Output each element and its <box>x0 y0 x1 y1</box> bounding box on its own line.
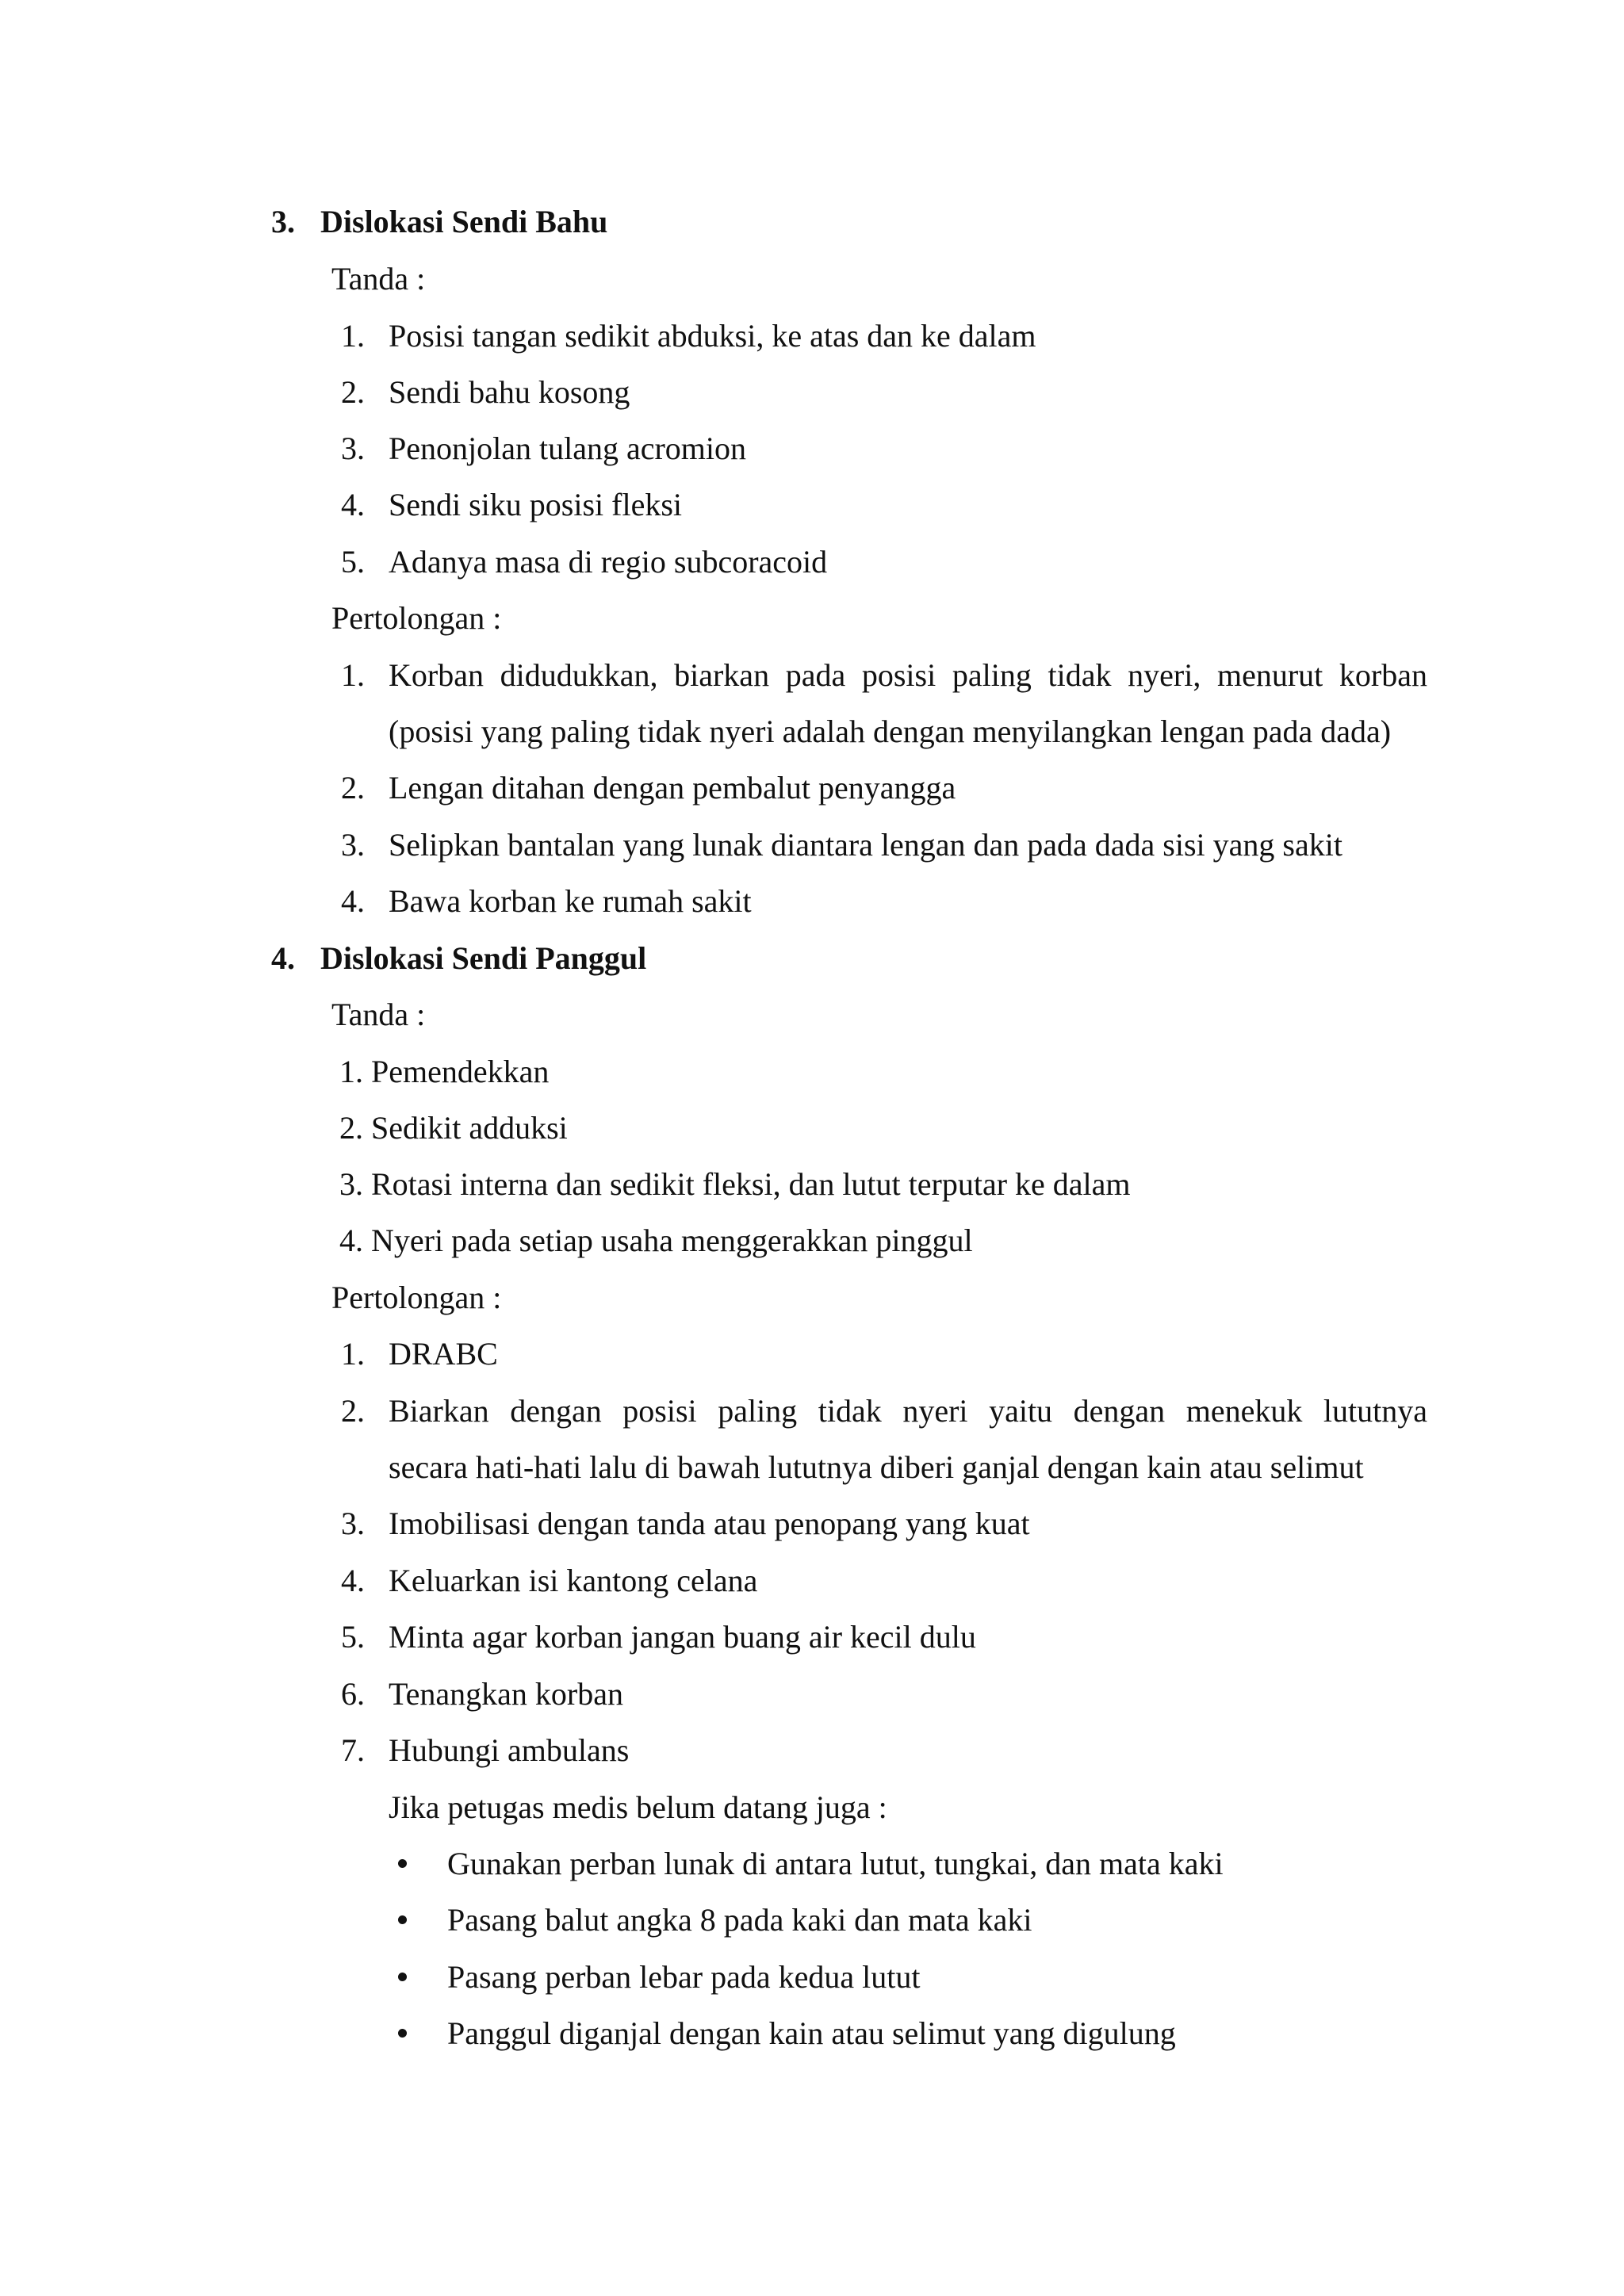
section-heading <box>271 203 607 241</box>
list-item: Sendi siku posisi fleksi <box>389 487 683 522</box>
list-item: Selipkan bantalan yang lunak diantara lengan dan pada dada sisi yang sakit <box>389 827 1342 863</box>
bullet-icon <box>398 1915 407 1924</box>
list-number: 3. <box>341 430 365 466</box>
help-label: Pertolongan : <box>331 1280 502 1315</box>
section-number: 3. <box>271 204 295 239</box>
list-number: 5. <box>341 544 365 580</box>
list-item: Penonjolan tulang acromion <box>389 430 747 466</box>
list-item: Keluarkan isi kantong celana <box>389 1563 758 1598</box>
bullet-item: Gunakan perban lunak di antara lutut, tungkai, dan mata kaki <box>447 1846 1224 1881</box>
section-number: 4. <box>271 940 295 976</box>
list-item-continuation: (posisi yang paling tidak nyeri adalah dengan menyilangkan lengan pada dada) <box>389 714 1392 749</box>
list-number: 1. <box>341 318 365 354</box>
list-item-continuation: secara hati-hati lalu di bawah lututnya diberi ganjal dengan kain atau selimut <box>389 1449 1364 1485</box>
list-number: 3. <box>341 827 365 863</box>
bullet-item: Pasang balut angka 8 pada kaki dan mata kaki <box>447 1902 1032 1938</box>
list-number: 7. <box>341 1732 365 1768</box>
bullet-item: Pasang perban lebar pada kedua lutut <box>447 1959 921 1995</box>
list-item: Korban didudukkan, biarkan pada posisi paling tidak nyeri, menurut korban <box>389 657 1427 693</box>
list-item: Sedikit adduksi <box>371 1110 568 1146</box>
list-item: Nyeri pada setiap usaha menggerakkan pinggul <box>371 1223 973 1258</box>
signs-label: Tanda : <box>331 997 426 1032</box>
list-item: Lengan ditahan dengan pembalut penyangga <box>389 770 956 806</box>
section-title: Dislokasi Sendi Bahu <box>320 204 608 239</box>
list-number: 3. <box>341 1506 365 1541</box>
list-item: Biarkan dengan posisi paling tidak nyeri yaitu dengan menekuk lututnya <box>389 1393 1427 1429</box>
list-number: 2. <box>341 770 365 806</box>
list-item: Hubungi ambulans <box>389 1732 630 1768</box>
list-item: Rotasi interna dan sedikit fleksi, dan lutut terputar ke dalam <box>371 1166 1131 1202</box>
list-number: 1. <box>341 1336 365 1372</box>
note-text: Jika petugas medis belum datang juga : <box>389 1789 887 1825</box>
list-number: 1. <box>339 1054 363 1089</box>
list-item: Minta agar korban jangan buang air kecil dulu <box>389 1619 976 1655</box>
list-item: Bawa korban ke rumah sakit <box>389 883 752 919</box>
section-heading <box>271 939 646 978</box>
list-number: 2. <box>339 1110 363 1146</box>
list-item: Adanya masa di regio subcoracoid <box>389 544 828 580</box>
list-number: 1. <box>341 657 365 693</box>
bullet-icon <box>398 1973 407 1981</box>
signs-label: Tanda : <box>331 261 426 297</box>
list-number: 4. <box>341 883 365 919</box>
list-item: Imobilisasi dengan tanda atau penopang yang kuat <box>389 1506 1030 1541</box>
list-number: 2. <box>341 374 365 410</box>
list-item: Tenangkan korban <box>389 1676 623 1712</box>
list-number: 4. <box>339 1223 363 1258</box>
bullet-icon <box>398 1859 407 1868</box>
bullet-icon <box>398 2029 407 2038</box>
help-label: Pertolongan : <box>331 600 502 636</box>
list-item: Posisi tangan sedikit abduksi, ke atas dan ke dalam <box>389 318 1036 354</box>
list-number: 3. <box>339 1166 363 1202</box>
list-number: 6. <box>341 1676 365 1712</box>
bullet-item: Panggul diganjal dengan kain atau selimut yang digulung <box>447 2015 1176 2051</box>
list-number: 4. <box>341 1563 365 1598</box>
list-item: DRABC <box>389 1336 498 1372</box>
section-title: Dislokasi Sendi Panggul <box>320 940 647 976</box>
list-number: 5. <box>341 1619 365 1655</box>
list-item: Pemendekkan <box>371 1054 550 1089</box>
list-item: Sendi bahu kosong <box>389 374 630 410</box>
list-number: 2. <box>341 1393 365 1429</box>
list-number: 4. <box>341 487 365 522</box>
